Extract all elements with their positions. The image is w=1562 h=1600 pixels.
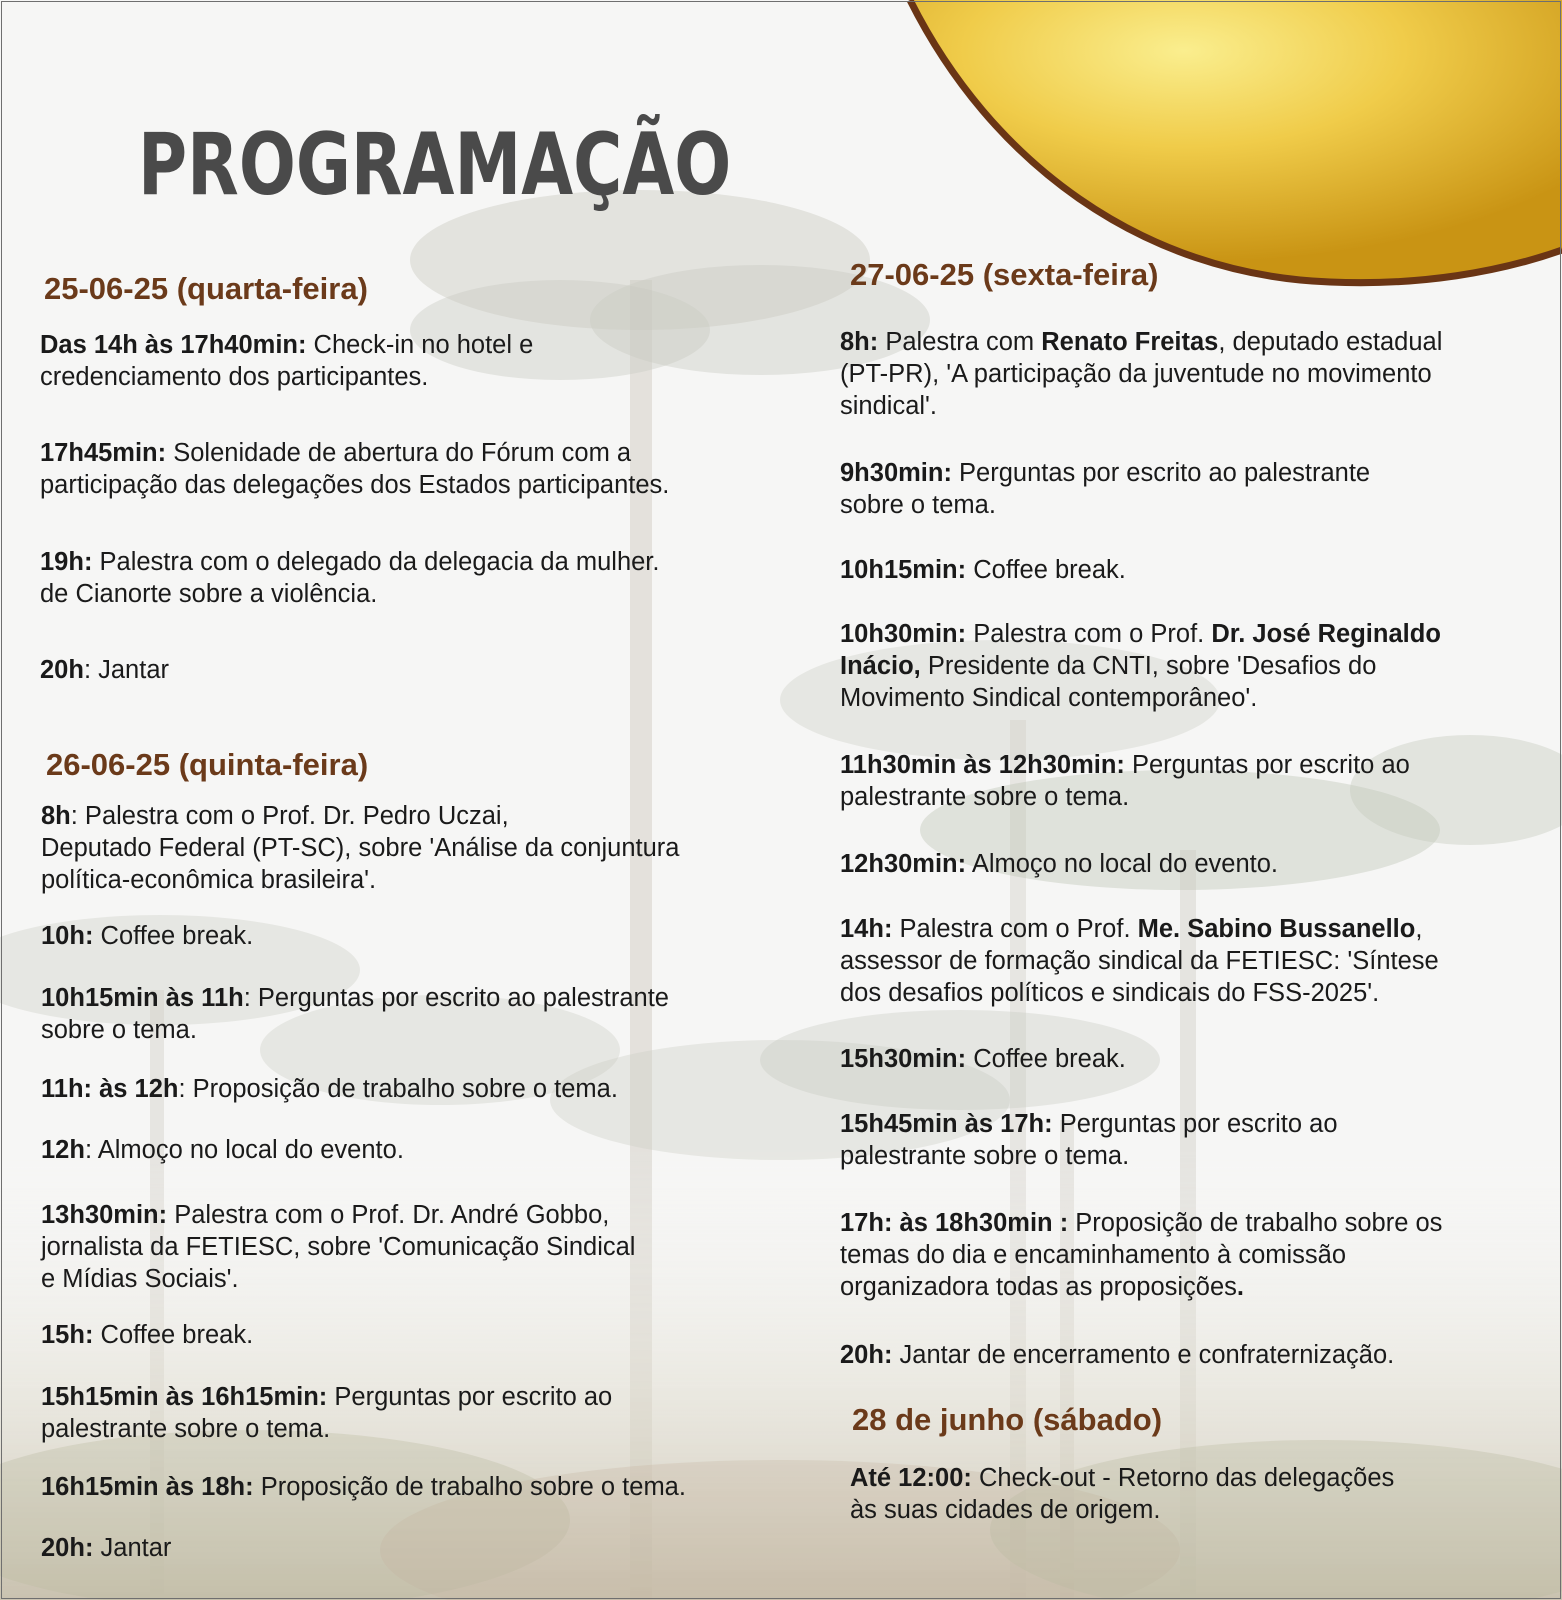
list-item: 15h: Coffee break.	[41, 1321, 254, 1349]
day-heading-thursday: 26-06-25 (quinta-feira)	[46, 747, 369, 782]
list-item: 14h: Palestra com o Prof. Me. Sabino Bussanello, assessor de formação sindical da FETIESC: 'Síntese dos desafios políticos e sindicais do FSS-2025'.	[840, 915, 1439, 1007]
list-item: 17h45min: Solenidade de abertura do Fórum com a participação das delegações dos Estados participantes.	[40, 439, 670, 499]
list-item: 10h15min às 11h: Perguntas por escrito ao palestrante sobre o tema.	[41, 984, 669, 1044]
list-item: 15h30min: Coffee break.	[840, 1045, 1126, 1073]
list-item: 17h: às 18h30min : Proposição de trabalho sobre os temas do dia e encaminhamento à comissão organizadora todas as proposições.	[840, 1209, 1443, 1301]
list-item: 10h15min: Coffee break.	[840, 556, 1126, 584]
list-item: 20h: Jantar	[40, 656, 169, 684]
list-item: 8h: Palestra com o Prof. Dr. Pedro Uczai, Deputado Federal (PT-SC), sobre 'Análise da conjuntura política-econômica brasileira'.	[41, 802, 680, 894]
list-item: 20h: Jantar de encerramento e confraternização.	[840, 1341, 1395, 1369]
list-item: 10h30min: Palestra com o Prof. Dr. José Reginaldo Inácio, Presidente da CNTI, sobre 'Desafios do Movimento Sindical contemporâneo'.	[840, 620, 1441, 712]
list-item: 13h30min: Palestra com o Prof. Dr. André Gobbo, jornalista da FETIESC, sobre 'Comunicação Sindical e Mídias Sociais'.	[41, 1201, 636, 1293]
list-item: 15h45min às 17h: Perguntas por escrito ao palestrante sobre o tema.	[840, 1110, 1338, 1170]
list-item: 11h30min às 12h30min: Perguntas por escrito ao palestrante sobre o tema.	[840, 751, 1410, 811]
list-item: 19h: Palestra com o delegado da delegacia da mulher. de Cianorte sobre a violência.	[40, 548, 660, 608]
list-item: 9h30min: Perguntas por escrito ao palestrante sobre o tema.	[840, 459, 1371, 519]
day-heading-wednesday: 25-06-25 (quarta-feira)	[44, 271, 368, 306]
list-item: 12h30min: Almoço no local do evento.	[840, 850, 1279, 878]
list-item: Das 14h às 17h40min: Check-in no hotel e credenciamento dos participantes.	[40, 331, 534, 391]
list-item: 8h: Palestra com Renato Freitas, deputado estadual (PT-PR), 'A participação da juventude no movimento sindical'.	[840, 328, 1443, 420]
list-item: 16h15min às 18h: Proposição de trabalho sobre o tema.	[41, 1473, 686, 1501]
list-item: Até 12:00: Check-out - Retorno das delegações às suas cidades de origem.	[850, 1464, 1395, 1524]
day-heading-saturday: 28 de junho (sábado)	[852, 1402, 1163, 1437]
list-item: 20h: Jantar	[41, 1534, 172, 1562]
list-item: 12h: Almoço no local do evento.	[41, 1136, 404, 1164]
list-item: 15h15min às 16h15min: Perguntas por escrito ao palestrante sobre o tema.	[41, 1383, 613, 1443]
list-item: 11h: às 12h: Proposição de trabalho sobre o tema.	[41, 1075, 618, 1103]
page-title: PROGRAMAÇÃO	[138, 115, 732, 215]
day-heading-friday: 27-06-25 (sexta-feira)	[850, 257, 1159, 292]
list-item: 10h: Coffee break.	[41, 922, 254, 950]
